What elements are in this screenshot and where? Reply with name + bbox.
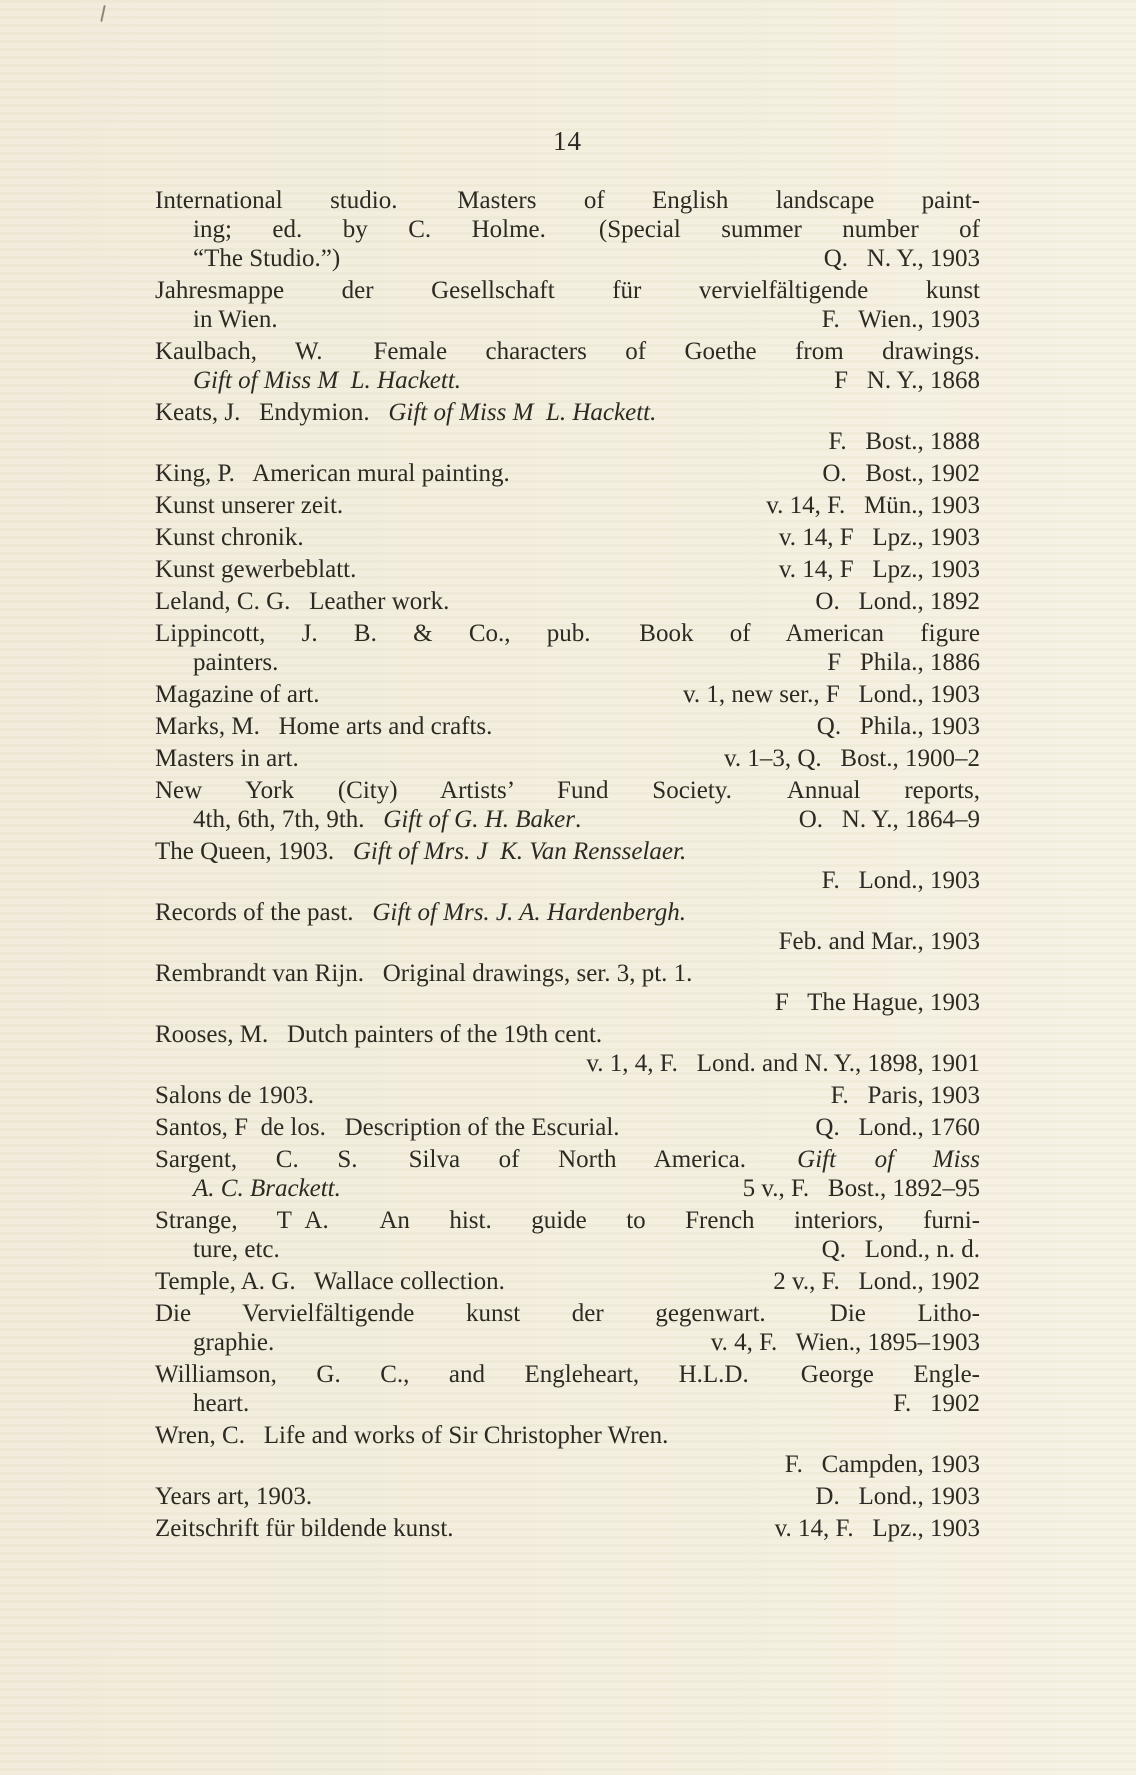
entry-text: [155, 1482, 312, 1511]
page-number: 14: [553, 126, 582, 156]
catalog-entry: [155, 276, 980, 334]
publication-info: v. 4, F. Wien., 1895–1903: [710, 1329, 980, 1356]
catalog-entry: [155, 1299, 980, 1357]
text-segment: Sargent, C. S. Silva of North America.: [155, 1146, 798, 1173]
entry-text: [155, 959, 692, 988]
entry-line: [155, 648, 980, 677]
entry-text: [193, 648, 278, 677]
text-segment: “The Studio.”): [193, 245, 341, 272]
publication-info: O. Lond., 1892: [815, 588, 980, 615]
catalog-entry: [155, 1145, 980, 1203]
publication-info: Q. Lond., n. d.: [821, 1236, 980, 1263]
text-segment: Rooses, M. Dutch painters of the 19th cent.: [155, 1021, 603, 1048]
text-segment: Kunst unserer zeit.: [155, 492, 344, 519]
entry-line: [155, 1421, 980, 1450]
catalog-entry: [155, 959, 980, 1017]
text-segment: painters.: [193, 649, 279, 676]
entry-line: [155, 898, 980, 927]
text-segment: Rembrandt van Rijn. Original drawings, ser. 3, pt. 1.: [155, 960, 693, 987]
entry-line: [155, 523, 980, 552]
entry-text: [155, 187, 980, 214]
catalog-entry: [155, 398, 980, 456]
entry-line: [155, 366, 980, 395]
publication-info: F. Bost., 1888: [828, 428, 980, 455]
entry-text: [155, 777, 980, 804]
publication-info: v. 14, F Lpz., 1903: [778, 556, 980, 583]
publication-info: v. 14, F. Mün., 1903: [766, 492, 980, 519]
publication-info: F Phila., 1886: [827, 649, 980, 676]
entry-line: [155, 1360, 980, 1389]
entry-line: [155, 555, 980, 584]
catalog-entry: [155, 587, 980, 616]
gift-note-segment: Gift of Mrs. J K. Van Rensselaer.: [352, 838, 687, 865]
entry-text: [155, 459, 510, 488]
publication-info: 2 v., F. Lond., 1902: [773, 1268, 980, 1295]
entry-text: [193, 1328, 274, 1357]
gift-note-segment: Gift of Miss M L. Hackett.: [193, 367, 462, 394]
text-segment: Kaulbach, W. Female characters of Goethe from drawings.: [155, 338, 980, 365]
catalog-entry: [155, 1360, 980, 1418]
entry-text: [155, 1514, 454, 1543]
text-segment: .: [574, 806, 582, 833]
text-segment: Die Vervielfältigende kunst der gegenwart. Die Litho-: [155, 1300, 980, 1327]
entry-line: [155, 491, 980, 520]
entry-text: [155, 712, 492, 741]
catalog-entry: [155, 744, 980, 773]
entry-text: [193, 1389, 249, 1418]
entry-line: [155, 1299, 980, 1328]
gift-note-segment: Gift of Mrs. J. A. Hardenbergh.: [372, 899, 686, 926]
text-segment: The Queen, 1903.: [155, 838, 353, 865]
text-segment: Kunst gewerbeblatt.: [155, 556, 357, 583]
text-segment: Keats, J. Endymion.: [155, 399, 389, 426]
entry-line: [155, 744, 980, 773]
publication-info: v. 1, 4, F. Lond. and N. Y., 1898, 1901: [586, 1050, 980, 1077]
text-segment: Kunst chronik.: [155, 524, 304, 551]
entry-text: [155, 1081, 314, 1110]
entry-text: [155, 898, 686, 927]
entry-line: [155, 959, 980, 988]
catalog-entry: [155, 186, 980, 273]
catalog-entry: [155, 459, 980, 488]
entry-text: [193, 216, 980, 243]
entry-line: [155, 459, 980, 488]
publication-info: v. 14, F. Lpz., 1903: [774, 1515, 980, 1542]
entry-line: [155, 927, 980, 956]
text-segment: King, P. American mural painting.: [155, 460, 510, 487]
entry-line: [155, 1482, 980, 1511]
entry-line: [155, 587, 980, 616]
entry-line: [155, 1328, 980, 1357]
pen-stroke-artifact: [100, 5, 105, 22]
entry-line: [155, 619, 980, 648]
entry-line: [155, 1049, 980, 1078]
text-segment: Temple, A. G. Wallace collection.: [155, 1268, 505, 1295]
text-segment: International studio. Masters of English landscape paint-: [155, 187, 980, 214]
text-segment: Masters in art.: [155, 745, 299, 772]
text-segment: graphie.: [193, 1329, 275, 1356]
catalog-entry: [155, 1206, 980, 1264]
text-segment: Magazine of art.: [155, 681, 320, 708]
publication-info: O. Bost., 1902: [822, 460, 980, 487]
entry-line: [155, 1020, 980, 1049]
entry-line: [155, 1206, 980, 1235]
entry-text: [193, 805, 581, 834]
text-segment: ing; ed. by C. Holme. (Special summer number of: [193, 216, 980, 243]
entry-line: [155, 1113, 980, 1142]
gift-note-segment: Gift of Miss: [797, 1146, 980, 1173]
entry-text: [193, 366, 461, 395]
text-segment: Jahresmappe der Gesellschaft für vervielfältigende kunst: [155, 277, 980, 304]
entry-line: [155, 215, 980, 244]
entry-text: [155, 555, 356, 584]
entry-text: [155, 680, 320, 709]
entry-text: [155, 523, 304, 552]
publication-info: F N. Y., 1868: [834, 367, 980, 394]
catalog-entry: [155, 712, 980, 741]
catalog-entry: [155, 523, 980, 552]
text-segment: Records of the past.: [155, 899, 373, 926]
text-segment: Williamson, G. C., and Engleheart, H.L.D. George Engle-: [155, 1361, 980, 1388]
publication-info: O. N. Y., 1864–9: [798, 806, 980, 833]
entry-text: [155, 1421, 668, 1450]
text-segment: Salons de 1903.: [155, 1082, 315, 1109]
catalog-entry: [155, 1081, 980, 1110]
text-segment: heart.: [193, 1390, 250, 1417]
catalog-entry: [155, 337, 980, 395]
entry-text: [193, 244, 340, 273]
catalog-entry: [155, 619, 980, 677]
entry-line: [155, 1235, 980, 1264]
publication-info: D. Lond., 1903: [815, 1483, 980, 1510]
text-segment: Marks, M. Home arts and crafts.: [155, 713, 493, 740]
entry-text: [155, 1207, 980, 1234]
entry-line: [155, 805, 980, 834]
text-segment: Leland, C. G. Leather work.: [155, 588, 450, 615]
entry-line: [155, 1145, 980, 1174]
entry-text: [155, 620, 980, 647]
entry-text: [193, 305, 278, 334]
entry-line: [155, 712, 980, 741]
entry-line: [155, 1081, 980, 1110]
catalog-entry: [155, 491, 980, 520]
catalog-entry: [155, 1482, 980, 1511]
publication-info: v. 1, new ser., F Lond., 1903: [683, 681, 980, 708]
catalog-entry: [155, 1421, 980, 1479]
entry-text: [155, 338, 980, 365]
entry-line: [155, 1267, 980, 1296]
publication-info: 5 v., F. Bost., 1892–95: [742, 1175, 980, 1202]
catalog-entry: [155, 1267, 980, 1296]
entry-text: [155, 837, 686, 866]
publication-info: v. 1–3, Q. Bost., 1900–2: [723, 745, 980, 772]
publication-info: F. Paris, 1903: [830, 1082, 980, 1109]
entry-text: [155, 277, 980, 304]
catalog-entry: [155, 898, 980, 956]
entry-line: [155, 988, 980, 1017]
entry-line: [155, 186, 980, 215]
publication-info: F The Hague, 1903: [774, 989, 980, 1016]
text-segment: Zeitschrift für bildende kunst.: [155, 1515, 454, 1542]
entry-text: [155, 1113, 620, 1142]
entry-text: [155, 398, 656, 427]
entry-line: [155, 337, 980, 366]
catalog-entry: [155, 680, 980, 709]
entry-line: [155, 427, 980, 456]
entry-line: [155, 305, 980, 334]
entry-text: [155, 744, 299, 773]
text-segment: Santos, F de los. Description of the Escurial.: [155, 1114, 620, 1141]
publication-info: Q. Phila., 1903: [816, 713, 980, 740]
entry-text: [155, 1300, 980, 1327]
entry-text: [155, 491, 343, 520]
catalog-entries: [155, 186, 980, 1546]
catalog-entry: [155, 1113, 980, 1142]
entry-line: [155, 1514, 980, 1543]
text-segment: Wren, C. Life and works of Sir Christopher Wren.: [155, 1422, 669, 1449]
entry-line: [155, 1174, 980, 1203]
entry-line: [155, 1389, 980, 1418]
gift-note-segment: A. C. Brackett.: [193, 1175, 341, 1202]
publication-info: F. Campden, 1903: [784, 1451, 980, 1478]
entry-line: [155, 1450, 980, 1479]
entry-text: [155, 1020, 602, 1049]
publication-info: Q. Lond., 1760: [815, 1114, 980, 1141]
entry-line: [155, 837, 980, 866]
entry-text: [155, 1267, 505, 1296]
catalog-entry: [155, 555, 980, 584]
entry-text: [193, 1235, 280, 1264]
entry-line: [155, 776, 980, 805]
entry-text: [193, 1174, 341, 1203]
text-segment: Strange, T A. An hist. guide to French interiors, furni-: [155, 1207, 980, 1234]
entry-line: [155, 398, 980, 427]
text-segment: 4th, 6th, 7th, 9th.: [193, 806, 384, 833]
publication-info: Feb. and Mar., 1903: [778, 928, 980, 955]
text-segment: in Wien.: [193, 306, 278, 333]
publication-info: F. Wien., 1903: [821, 306, 980, 333]
catalog-entry: [155, 837, 980, 895]
entry-text: [155, 1361, 980, 1388]
text-segment: ture, etc.: [193, 1236, 280, 1263]
publication-info: Q. N. Y., 1903: [823, 245, 980, 272]
gift-note-segment: Gift of G. H. Baker: [383, 806, 575, 833]
entry-text: [155, 587, 449, 616]
entry-line: [155, 276, 980, 305]
text-segment: New York (City) Artists’ Fund Society. Annual reports,: [155, 777, 980, 804]
entry-line: [155, 244, 980, 273]
publication-info: v. 14, F Lpz., 1903: [778, 524, 980, 551]
catalog-entry: [155, 776, 980, 834]
publication-info: F. 1902: [893, 1390, 980, 1417]
entry-line: [155, 680, 980, 709]
text-segment: Years art, 1903.: [155, 1483, 313, 1510]
gift-note-segment: Gift of Miss M L. Hackett.: [388, 399, 657, 426]
catalog-entry: [155, 1514, 980, 1543]
entry-line: [155, 866, 980, 895]
entry-text: [155, 1146, 980, 1173]
text-segment: Lippincott, J. B. & Co., pub. Book of American figure: [155, 620, 980, 647]
publication-info: F. Lond., 1903: [821, 867, 980, 894]
catalog-entry: [155, 1020, 980, 1078]
